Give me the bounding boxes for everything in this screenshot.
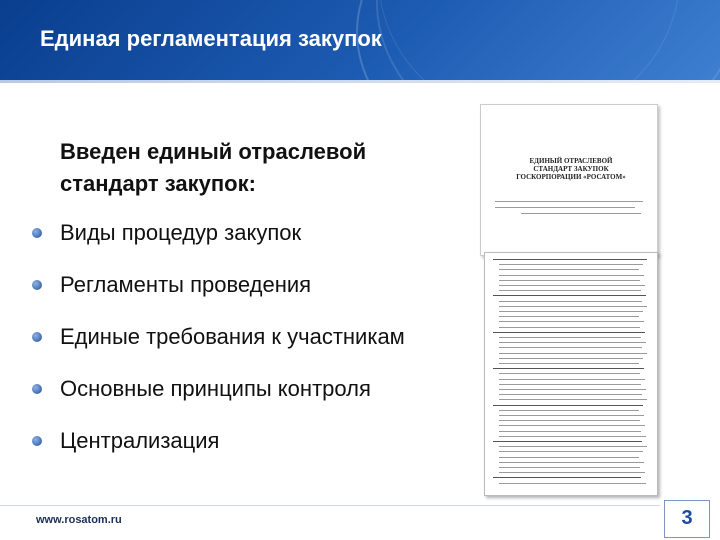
bullet-icon (32, 228, 42, 238)
footer-url: www.rosatom.ru (36, 514, 122, 526)
intro-line-1: Введен единый отраслевой (60, 139, 367, 164)
toc-line (499, 358, 643, 359)
toc-line (499, 410, 639, 411)
toc-line (499, 384, 641, 385)
bullet-text: Регламенты проведения (60, 272, 312, 297)
document-toc-page (484, 252, 658, 496)
toc-line (499, 363, 639, 364)
bullet-text: Централизация (60, 428, 220, 453)
toc-line (499, 446, 647, 447)
toc-line (499, 436, 646, 437)
toc-line (499, 290, 641, 291)
toc-line (493, 368, 644, 369)
bullet-list (32, 214, 405, 474)
toc-line (499, 431, 641, 432)
toc-line (499, 483, 646, 484)
page-title: Единая регламентация закупок (40, 26, 382, 51)
bullet-item (32, 422, 405, 474)
header-divider (0, 80, 720, 83)
toc-line (499, 321, 644, 322)
bullet-text: Виды процедур закупок (60, 220, 302, 245)
bullet-icon (32, 332, 42, 342)
toc-line (499, 306, 647, 307)
toc-line (499, 472, 645, 473)
bullet-text: Единые требования к участникам (60, 324, 405, 349)
toc-line (493, 441, 642, 442)
toc-line (499, 316, 639, 317)
toc-line (499, 425, 645, 426)
toc-line (493, 259, 647, 260)
toc-line (499, 353, 647, 354)
toc-line (499, 269, 639, 270)
toc-line (499, 399, 647, 400)
intro-text (60, 136, 460, 200)
toc-line (493, 477, 641, 478)
toc-line (499, 415, 644, 416)
text-line (495, 207, 635, 208)
toc-line (499, 462, 644, 463)
text-line (521, 213, 641, 214)
document-title: ЕДИНЫЙ ОТРАСЛЕВОЙ СТАНДАРТ ЗАКУПОК ГОСКОРПОРАЦИИ «РОСАТОМ» (516, 157, 626, 181)
page-number-box (664, 500, 710, 538)
toc-line (499, 373, 640, 374)
bullet-text: Основные принципы контроля (60, 376, 371, 401)
bullet-item (32, 214, 405, 266)
toc-line (493, 332, 645, 333)
slide-header (0, 0, 720, 80)
toc-line (499, 327, 640, 328)
toc-line (499, 301, 642, 302)
page-number: 3 (681, 507, 693, 529)
toc-line (499, 342, 646, 343)
text-line (495, 201, 643, 202)
toc-line (499, 275, 644, 276)
toc-line (499, 347, 642, 348)
bullet-item (32, 318, 405, 370)
bullet-item (32, 266, 405, 318)
toc-line (493, 295, 646, 296)
toc-line (499, 467, 640, 468)
intro-line-2: стандарт закупок: (60, 171, 256, 196)
bullet-item (32, 370, 405, 422)
toc-line (499, 285, 645, 286)
toc-line (499, 311, 643, 312)
document-thumbnail (480, 104, 660, 494)
header-decoration (378, 0, 680, 80)
bullet-icon (32, 436, 42, 446)
document-cover-page (480, 104, 658, 256)
toc-line (499, 420, 640, 421)
bullet-icon (32, 384, 42, 394)
toc-line (499, 280, 640, 281)
footer-divider (0, 505, 660, 506)
toc-line (499, 264, 643, 265)
toc-line (499, 389, 646, 390)
bullet-icon (32, 280, 42, 290)
toc-line (499, 379, 645, 380)
toc-line (499, 394, 642, 395)
toc-line (499, 457, 639, 458)
toc-line (499, 451, 643, 452)
toc-line (499, 337, 641, 338)
toc-line (493, 405, 643, 406)
